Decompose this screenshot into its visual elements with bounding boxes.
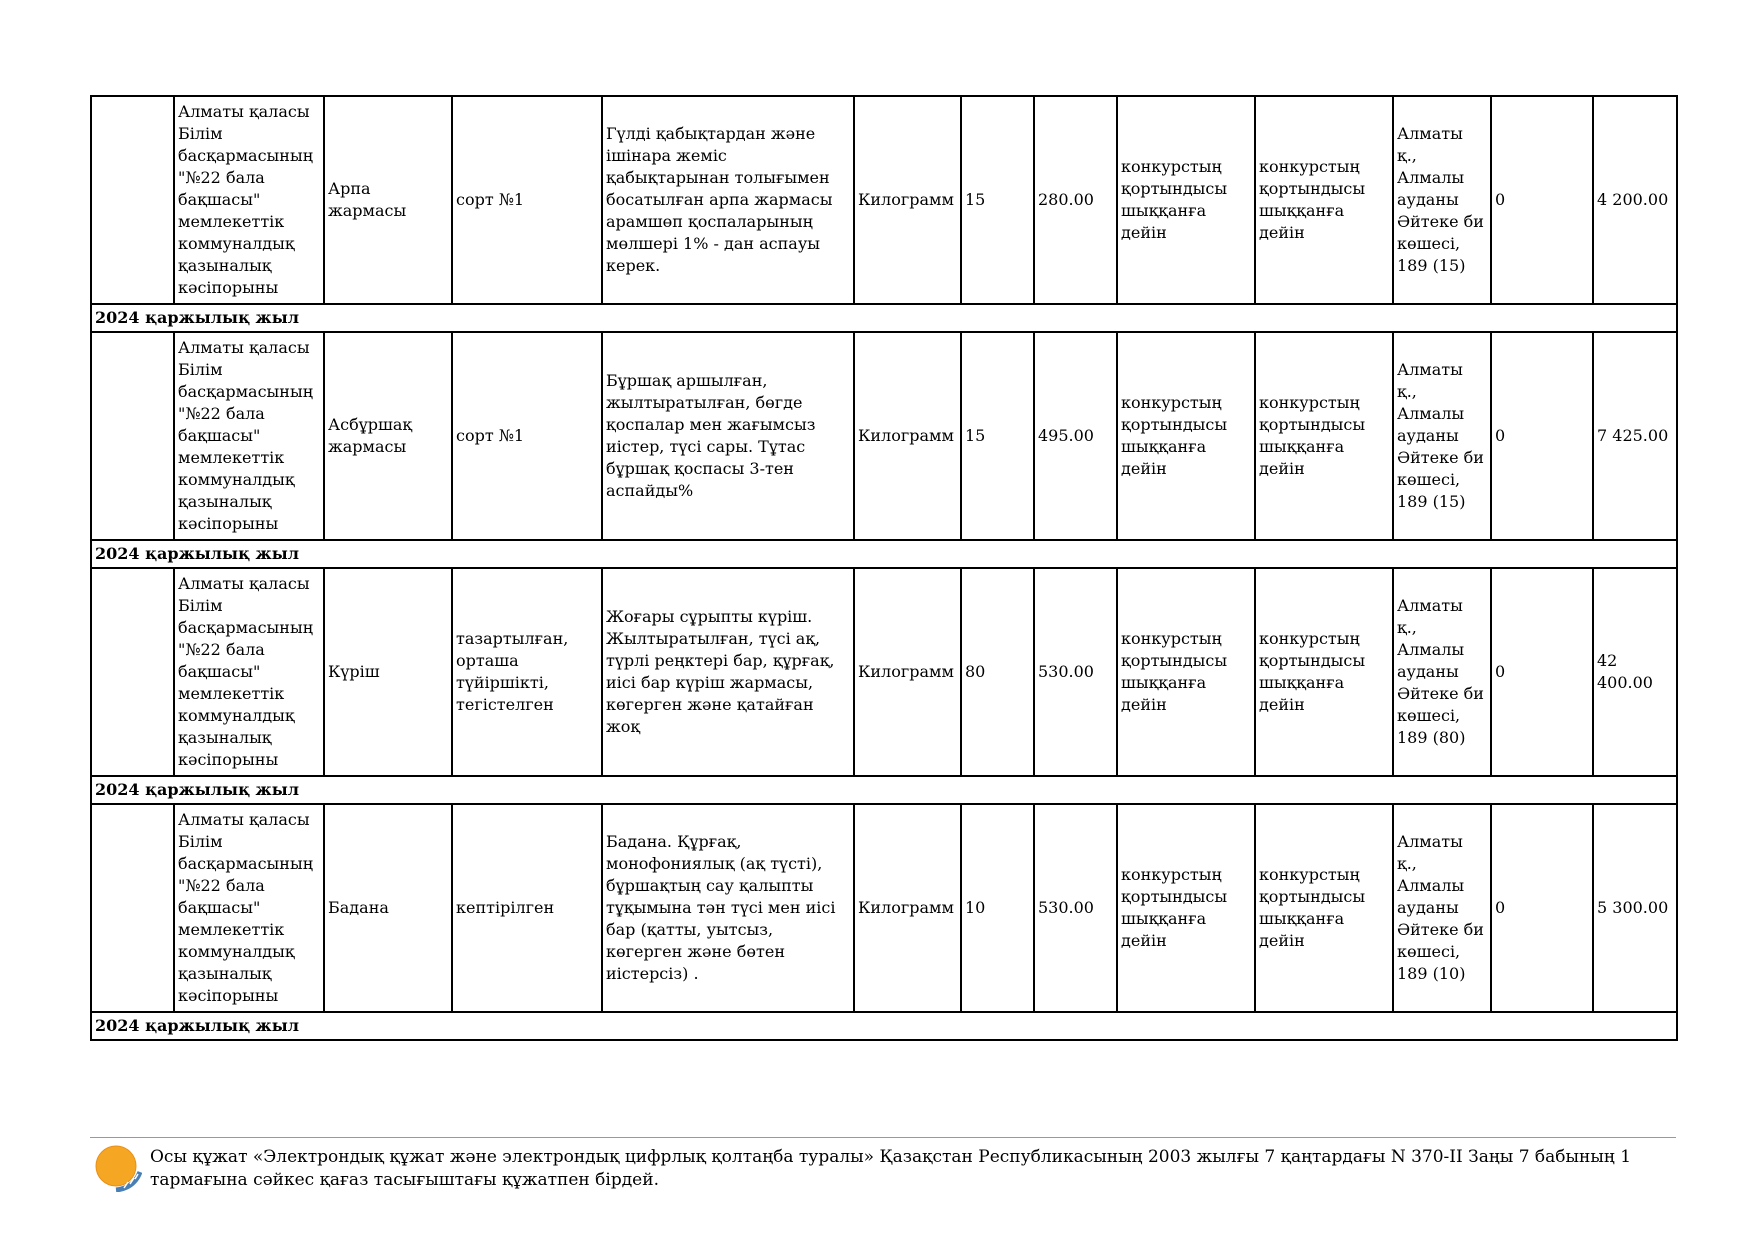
cell-characteristic: сорт №1 — [452, 332, 602, 540]
cell-place: Алматы қ., Алмалы ауданы Әйтеке би көшесі, 189 (15) — [1393, 96, 1491, 304]
cell-term-to: конкурстың қортындысы шыққанға дейін — [1255, 96, 1393, 304]
cell-customer: Алматы қаласы Білім басқармасының "№22 бала бақшасы" мемлекеттік коммуналдық қазыналық кәсіпорыны — [174, 804, 324, 1012]
cell-unit: Килограмм — [854, 96, 961, 304]
year-row — [91, 304, 1677, 332]
year-row — [91, 540, 1677, 568]
cell-customer: Алматы қаласы Білім басқармасының "№22 бала бақшасы" мемлекеттік коммуналдық қазыналық кәсіпорыны — [174, 96, 324, 304]
cell-term-to: конкурстың қортындысы шыққанға дейін — [1255, 804, 1393, 1012]
cell-advance: 0 — [1491, 804, 1593, 1012]
cell-num — [91, 332, 174, 540]
cell-name: Бадана — [324, 804, 452, 1012]
fiscal-year-label: 2024 қаржылық жыл — [91, 776, 1677, 804]
cell-price: 280.00 — [1034, 96, 1117, 304]
cell-characteristic: кептірілген — [452, 804, 602, 1012]
cell-extra-description: Бұршақ аршылған, жылтыратылған, бөгде қоспалар мен жағымсыз иістер, түсі сары. Тұтас бұршақ қоспасы 3-тен аспайды% — [602, 332, 854, 540]
cell-advance: 0 — [1491, 332, 1593, 540]
cell-extra-description: Бадана. Құрғақ, монофониялық (ақ түсті), бұршақтың сау қалыпты тұқымына тән түсі мен иісі бар (қатты, уытсыз, көгерген және бөтен иістерсіз) . — [602, 804, 854, 1012]
year-row — [91, 1012, 1677, 1040]
cell-term-to: конкурстың қортындысы шыққанға дейін — [1255, 332, 1393, 540]
footer-legal-text: Осы құжат «Электрондық құжат және электрондық цифрлық қолтаңба туралы» Қазақстан Республикасының 2003 жылғы 7 қаңтардағы N 370-II Заңы 7 бабының 1 тармағына сәйкес қағаз тасығыштағы құжатпен бірдей. — [150, 1147, 1632, 1190]
table-row — [91, 568, 1677, 776]
table-row — [91, 332, 1677, 540]
cell-extra-description: Гүлді қабықтардан және ішінара жеміс қабықтарынан толығымен босатылған арпа жармасы арамшөп қоспаларының мөлшері 1% - дан аспауы керек. — [602, 96, 854, 304]
fiscal-year-label: 2024 қаржылық жыл — [91, 1012, 1677, 1040]
cell-name: Асбұршақ жармасы — [324, 332, 452, 540]
e-gov-sun-logo-icon — [94, 1144, 142, 1192]
cell-name: Арпа жармасы — [324, 96, 452, 304]
cell-quantity: 15 — [961, 332, 1034, 540]
cell-customer: Алматы қаласы Білім басқармасының "№22 бала бақшасы" мемлекеттік коммуналдық қазыналық кәсіпорыны — [174, 332, 324, 540]
table-row — [91, 804, 1677, 1012]
cell-advance: 0 — [1491, 96, 1593, 304]
cell-characteristic: тазартылған, орташа түйіршікті, тегістелген — [452, 568, 602, 776]
cell-name: Күріш — [324, 568, 452, 776]
cell-term-from: конкурстың қортындысы шыққанға дейін — [1117, 804, 1255, 1012]
cell-place: Алматы қ., Алмалы ауданы Әйтеке би көшесі, 189 (80) — [1393, 568, 1491, 776]
cell-unit: Килограмм — [854, 568, 961, 776]
cell-quantity: 15 — [961, 96, 1034, 304]
cell-num — [91, 568, 174, 776]
cell-price: 495.00 — [1034, 332, 1117, 540]
cell-sum: 4 200.00 — [1593, 96, 1677, 304]
cell-extra-description: Жоғары сұрыпты күріш. Жылтыратылған, түсі ақ, түрлі реңктері бар, құрғақ, иісі бар күріш жармасы, көгерген және қатайған жоқ — [602, 568, 854, 776]
cell-sum: 42 400.00 — [1593, 568, 1677, 776]
cell-quantity: 10 — [961, 804, 1034, 1012]
cell-sum: 5 300.00 — [1593, 804, 1677, 1012]
cell-sum: 7 425.00 — [1593, 332, 1677, 540]
cell-quantity: 80 — [961, 568, 1034, 776]
cell-term-from: конкурстың қортындысы шыққанға дейін — [1117, 332, 1255, 540]
cell-unit: Килограмм — [854, 332, 961, 540]
cell-advance: 0 — [1491, 568, 1593, 776]
fiscal-year-label: 2024 қаржылық жыл — [91, 540, 1677, 568]
cell-price: 530.00 — [1034, 804, 1117, 1012]
cell-num — [91, 96, 174, 304]
cell-num — [91, 804, 174, 1012]
fiscal-year-label: 2024 қаржылық жыл — [91, 304, 1677, 332]
procurement-table — [90, 95, 1678, 1041]
cell-unit: Килограмм — [854, 804, 961, 1012]
cell-customer: Алматы қаласы Білім басқармасының "№22 бала бақшасы" мемлекеттік коммуналдық қазыналық кәсіпорыны — [174, 568, 324, 776]
cell-characteristic: сорт №1 — [452, 96, 602, 304]
table-row — [91, 96, 1677, 304]
cell-price: 530.00 — [1034, 568, 1117, 776]
cell-place: Алматы қ., Алмалы ауданы Әйтеке би көшесі, 189 (15) — [1393, 332, 1491, 540]
document-footer — [90, 1137, 1676, 1190]
cell-term-from: конкурстың қортындысы шыққанға дейін — [1117, 96, 1255, 304]
cell-place: Алматы қ., Алмалы ауданы Әйтеке би көшесі, 189 (10) — [1393, 804, 1491, 1012]
year-row — [91, 776, 1677, 804]
cell-term-to: конкурстың қортындысы шыққанға дейін — [1255, 568, 1393, 776]
cell-term-from: конкурстың қортындысы шыққанға дейін — [1117, 568, 1255, 776]
